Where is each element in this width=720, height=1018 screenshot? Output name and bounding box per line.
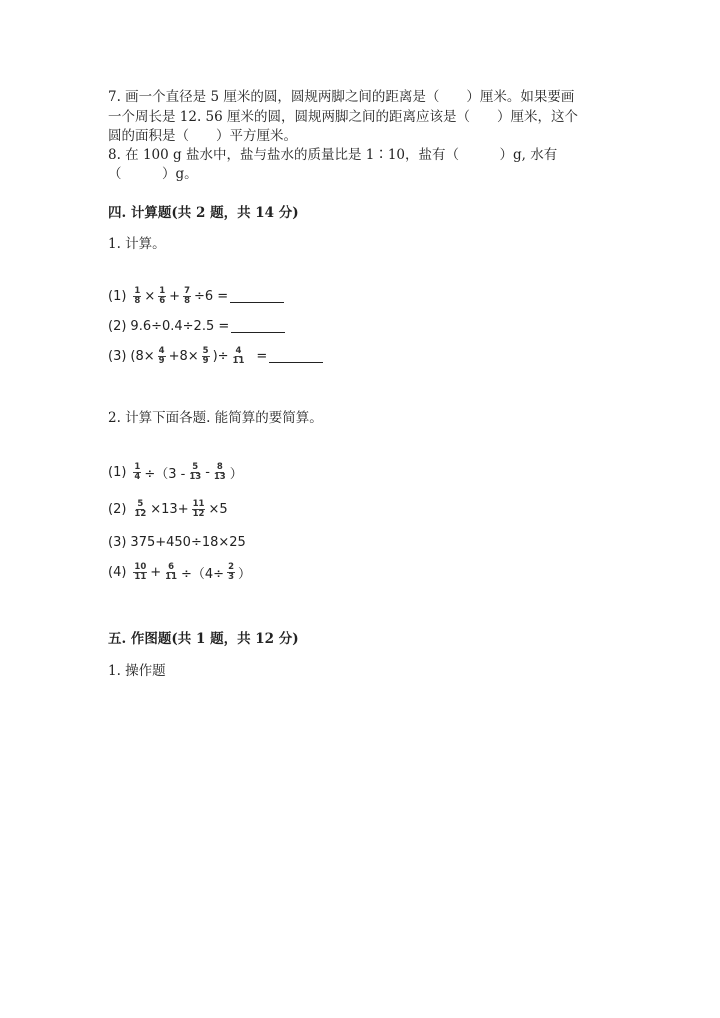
- item-label: (2): [108, 319, 127, 334]
- operator: -: [205, 465, 210, 480]
- expression-part: (8×: [130, 349, 155, 364]
- fraction: $\frac{6}{11}$: [165, 562, 178, 582]
- question-7-line-3: 圆的面积是（ ）平方厘米。: [108, 128, 297, 144]
- expression-part: )÷: [212, 349, 229, 364]
- section-4-heading: 四. 计算题(共 2 题，共 14 分): [108, 205, 299, 221]
- section-4-question-1-title: 1. 计算。: [108, 236, 166, 252]
- fraction: $\frac{1}{4}$: [134, 462, 141, 482]
- item-label: (3): [108, 535, 127, 550]
- calc-2-item-4: [108, 563, 251, 582]
- expression-part: ÷（4÷: [181, 567, 225, 582]
- question-7-line-1: 7. 画一个直径是 5 厘米的圆，圆规两脚之间的距离是（ ）厘米。如果要画: [108, 89, 575, 105]
- question-8-line-1: 8. 在 100 g 盐水中，盐与盐水的质量比是 1∶10，盐有（ ）g, 水有: [108, 147, 558, 163]
- expression: 375+450÷18×25: [130, 535, 246, 550]
- expression-part: +8×: [168, 349, 199, 364]
- fraction: $\frac{1}{6}$: [159, 286, 166, 306]
- answer-blank[interactable]: [269, 350, 323, 363]
- calc-1-item-3: [108, 347, 323, 366]
- equals-sign: =: [256, 349, 268, 364]
- expression-tail: ÷6 =: [194, 289, 229, 304]
- expression: 9.6÷0.4÷2.5 =: [130, 319, 230, 334]
- fraction: $\frac{4}{9}$: [158, 346, 165, 366]
- fraction: $\frac{1}{8}$: [134, 286, 141, 306]
- answer-blank[interactable]: [230, 290, 284, 303]
- calc-2-item-2: [108, 500, 228, 519]
- operator: +: [150, 565, 162, 580]
- fraction: $\frac{5}{9}$: [202, 346, 209, 366]
- answer-blank[interactable]: [231, 320, 285, 333]
- fraction: $\frac{5}{12}$: [134, 499, 147, 519]
- expression-part: ×5: [208, 502, 228, 517]
- fraction: $\frac{10}{11}$: [134, 562, 147, 582]
- calc-2-item-1: [108, 463, 243, 482]
- calc-2-item-3: [108, 535, 246, 550]
- item-label: (2): [108, 502, 127, 517]
- expression-part: ×13+: [150, 502, 189, 517]
- item-label: (3): [108, 349, 127, 364]
- fraction: $\frac{8}{13}$: [213, 462, 226, 482]
- fraction: $\frac{4}{11}$: [232, 346, 245, 366]
- section-5-heading: 五. 作图题(共 1 题，共 12 分): [108, 631, 299, 647]
- fraction: $\frac{7}{8}$: [184, 286, 190, 306]
- fraction: $\frac{5}{13}$: [189, 462, 202, 482]
- item-label: (1): [108, 465, 127, 480]
- item-label: (4): [108, 565, 127, 580]
- section-4-question-2-title: 2. 计算下面各题. 能简算的要简算。: [108, 410, 323, 426]
- calc-1-item-2: [108, 319, 285, 334]
- expression-part: ÷（3 -: [144, 467, 186, 482]
- operator: ×: [144, 289, 156, 304]
- question-7-line-2: 一个周长是 12. 56 厘米的圆，圆规两脚之间的距离应该是（ ）厘米，这个: [108, 109, 579, 125]
- section-5-question-1-title: 1. 操作题: [108, 663, 166, 679]
- expression-part: ）: [229, 467, 243, 482]
- expression-part: ）: [238, 567, 252, 582]
- question-8-line-2: （ ）g。: [108, 166, 198, 182]
- item-label: (1): [108, 289, 127, 304]
- calc-1-item-1: [108, 287, 284, 306]
- fraction: $\frac{2}{3}$: [228, 562, 234, 582]
- operator: +: [169, 289, 181, 304]
- fraction: $\frac{11}{12}$: [192, 499, 205, 519]
